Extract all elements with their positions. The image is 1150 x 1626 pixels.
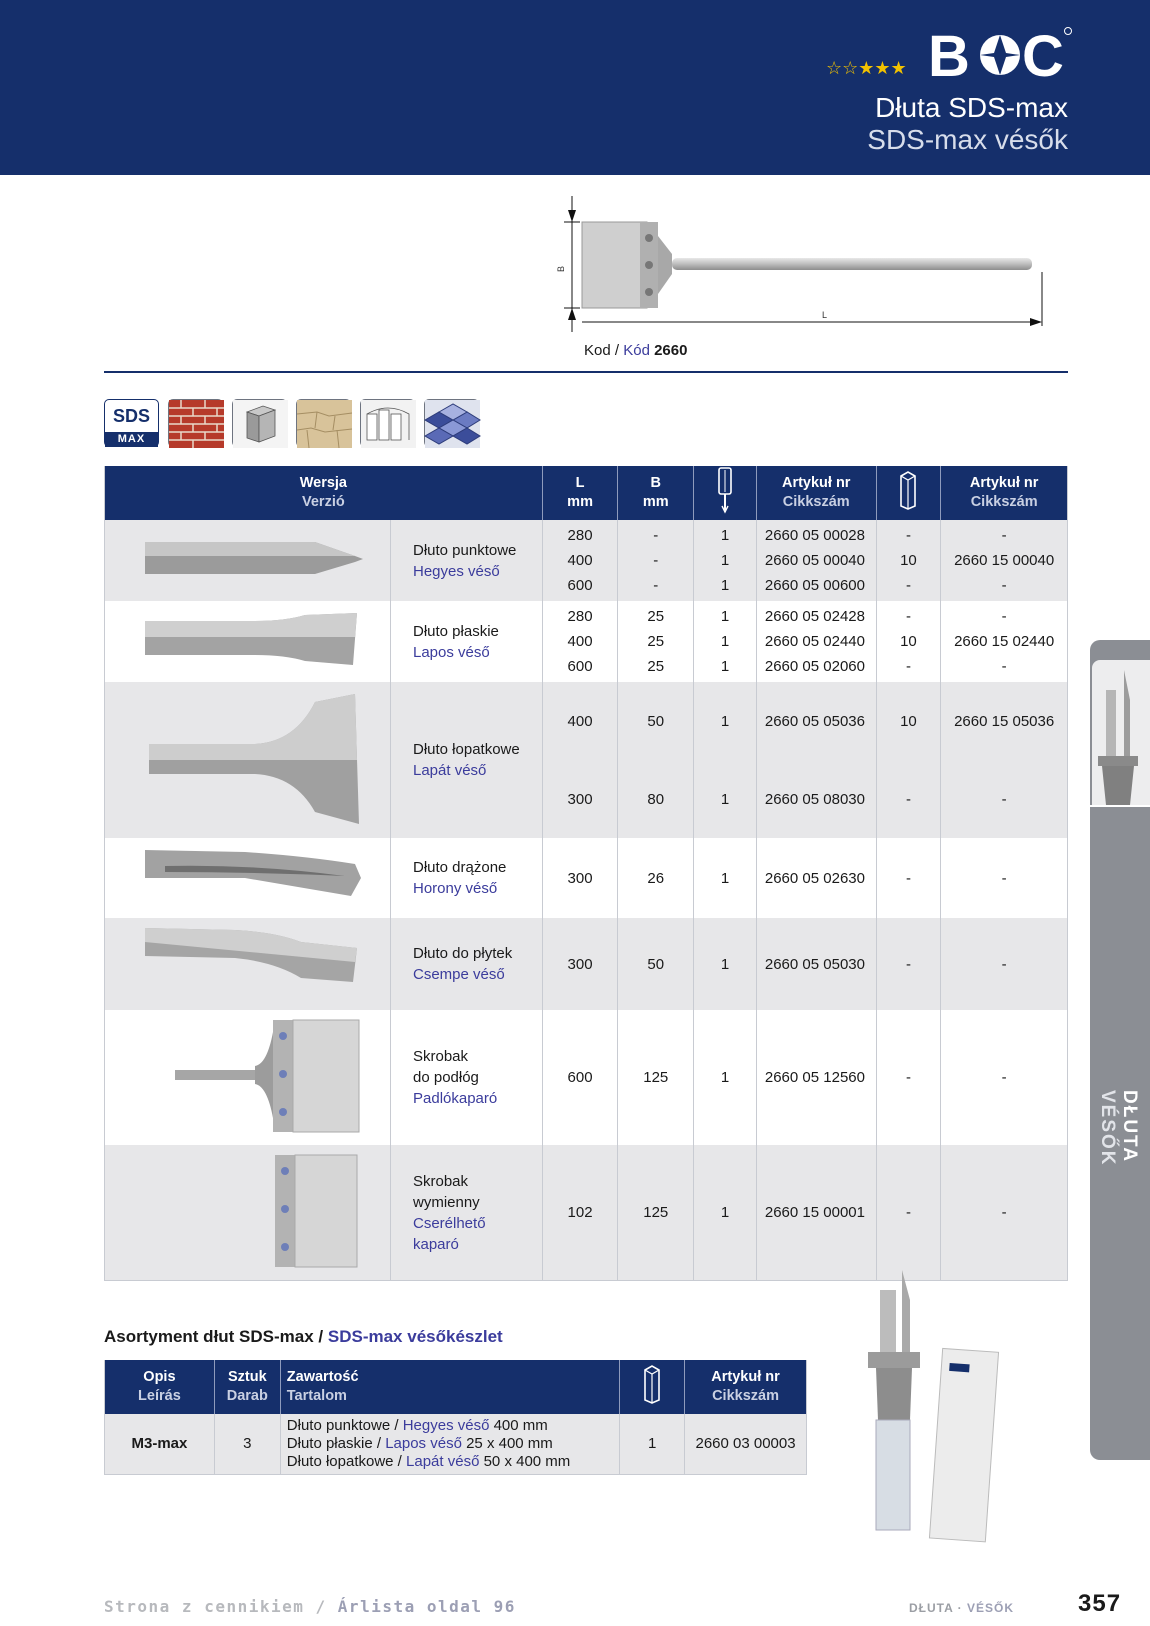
col-width: B mm [618, 466, 694, 520]
material-icons [104, 399, 479, 447]
set-qty: 3 [214, 1414, 280, 1474]
divider-line [104, 371, 1068, 373]
svg-text:C: C [1022, 24, 1064, 89]
width-cell: 50 [618, 918, 694, 1010]
point-chisel-image [105, 520, 391, 601]
brick-icon [168, 399, 223, 447]
col-article: Artykuł nr Cikkszám [685, 1360, 807, 1414]
gouge-chisel-image [105, 838, 391, 918]
qty-cell: 1 [694, 838, 757, 918]
length-cell: 600 [542, 1010, 618, 1145]
table-row [105, 918, 1068, 1010]
qty-cell: 1 1 1 [694, 520, 757, 601]
article-pack-cell: - 2660 15 02440 - [941, 601, 1068, 682]
footer-pricelist-ref: Strona z cennikiem / Árlista oldal 96 [104, 1597, 516, 1616]
title-hu: SDS-max vésők [867, 124, 1068, 155]
col-article: Artykuł nr Cikkszám [756, 466, 876, 520]
tile-chisel-image [105, 918, 391, 1010]
article-pack-cell: - [941, 918, 1068, 1010]
article-cell: 2660 05 08030 [756, 760, 876, 838]
chisel-set-photo [862, 1270, 1002, 1550]
article-pack-cell: - [941, 1010, 1068, 1145]
article-cell: 2660 15 00001 [756, 1145, 876, 1281]
pack-cell: - [876, 918, 941, 1010]
width-cell: 50 [618, 682, 694, 760]
dim-b-label: B [556, 265, 566, 272]
table-row [105, 601, 1068, 682]
pack-cell: 10 [876, 682, 941, 760]
col-length: L mm [542, 466, 618, 520]
set-pack: 1 [620, 1414, 685, 1474]
pack-cell: - [876, 1145, 941, 1281]
length-cell: 280 400 600 [542, 520, 618, 601]
col-content: Zawartość Tartalom [280, 1360, 619, 1414]
col-pack [620, 1360, 685, 1414]
article-pack-cell: - [941, 760, 1068, 838]
table-row [105, 520, 1068, 601]
pack-cell: - [876, 760, 941, 838]
tile-chisel-name: Dłuto do płytek Csempe véső [391, 918, 543, 1010]
article-pack-cell: - [941, 838, 1068, 918]
scraper-technical-drawing [556, 196, 1080, 346]
spade-chisel-image [105, 682, 391, 838]
assortment-title: Asortyment dłut SDS-max / SDS-max vésőkészlet [104, 1327, 503, 1346]
replaceable-scraper-name: Skrobak wymienny Cserélhető kaparó [391, 1145, 543, 1281]
qty-cell: 1 [694, 682, 757, 760]
article-pack-cell: - 2660 15 00040 - [941, 520, 1068, 601]
article-cell: 2660 05 05030 [756, 918, 876, 1010]
floor-scraper-name: Skrobak do podłóg Padlókaparó [391, 1010, 543, 1145]
qty-cell: 1 [694, 760, 757, 838]
article-cell: 2660 05 12560 [756, 1010, 876, 1145]
length-cell: 400 [542, 682, 618, 760]
tile-icon [424, 399, 479, 447]
col-single-pack [694, 466, 757, 520]
stone-icon [296, 399, 351, 447]
length-cell: 300 [542, 918, 618, 1010]
pack-cell: - [876, 1010, 941, 1145]
article-cell: 2660 05 02630 [756, 838, 876, 918]
width-cell: 125 [618, 1145, 694, 1281]
single-chisel-icon [714, 466, 736, 514]
footer-section: DŁUTA · VÉSŐK [908, 1601, 1014, 1615]
chisel-table [104, 466, 1068, 1281]
article-cell: 2660 05 00028 2660 05 00040 2660 05 00600 [756, 520, 876, 601]
spade-chisel-name: Dłuto łopatkowe Lapát véső [391, 682, 543, 838]
qty-cell: 1 [694, 1145, 757, 1281]
pack-box-icon [641, 1364, 663, 1404]
pack-cell: - 10 - [876, 520, 941, 601]
pack-cell: - [876, 838, 941, 918]
article-cell: 2660 05 05036 [756, 682, 876, 760]
table-header-row [105, 1360, 807, 1414]
product-code: Kod / Kód 2660 [584, 342, 688, 359]
boc-logo [928, 24, 1073, 89]
qty-cell: 1 1 1 [694, 601, 757, 682]
col-description: Opis Leírás [105, 1360, 215, 1414]
qty-cell: 1 [694, 1010, 757, 1145]
length-cell: 102 [542, 1145, 618, 1281]
width-cell: 26 [618, 838, 694, 918]
assortment-table [104, 1360, 807, 1475]
floor-scraper-image [105, 1010, 391, 1145]
width-cell: - - - [618, 520, 694, 601]
col-article-pack: Artykuł nr Cikkszám [941, 466, 1068, 520]
dim-l-label: L [822, 310, 828, 320]
length-cell: 300 [542, 838, 618, 918]
page-number: 357 [1078, 1590, 1122, 1617]
width-cell: 125 [618, 1010, 694, 1145]
page-header [0, 0, 1150, 175]
table-row [105, 1414, 807, 1474]
table-row [105, 838, 1068, 918]
width-cell: 80 [618, 760, 694, 838]
table-row [105, 682, 1068, 760]
side-tab-chisel-image [1092, 660, 1150, 805]
replaceable-scraper-image [105, 1145, 391, 1281]
rating-stars: ☆☆★★★ [826, 58, 907, 78]
gouge-chisel-name: Dłuto drążone Horony véső [391, 838, 543, 918]
flat-chisel-image [105, 601, 391, 682]
col-pack [876, 466, 941, 520]
product-code-value: 2660 [654, 342, 688, 359]
table-row [105, 1145, 1068, 1281]
article-cell: 2660 05 02428 2660 05 02440 2660 05 02060 [756, 601, 876, 682]
col-version: Wersja Verzió [105, 466, 543, 520]
col-pieces: Sztuk Darab [214, 1360, 280, 1414]
flat-chisel-name: Dłuto płaskie Lapos véső [391, 601, 543, 682]
table-header-row [105, 466, 1068, 520]
side-tab-divider [1090, 805, 1150, 807]
qty-cell: 1 [694, 918, 757, 1010]
set-content: Dłuto punktowe / Hegyes véső 400 mm Dłuto płaskie / Lapos véső 25 x 400 mm Dłuto łopatkowe / Lapát véső 50 x 400 mm [280, 1414, 619, 1474]
length-cell: 280 400 600 [542, 601, 618, 682]
concrete-icon [232, 399, 287, 447]
plaster-icon [360, 399, 415, 447]
width-cell: 25 25 25 [618, 601, 694, 682]
set-name: M3-max [105, 1414, 215, 1474]
sds-max-icon: SDS MAX [104, 399, 159, 447]
pack-cell: - 10 - [876, 601, 941, 682]
point-chisel-name: Dłuto punktowe Hegyes véső [391, 520, 543, 601]
pack-box-icon [897, 470, 919, 510]
article-pack-cell: - [941, 1145, 1068, 1281]
side-tab-label: DŁUTA VÉSŐK [1097, 1090, 1140, 1167]
title-pl: Dłuta SDS-max [875, 92, 1068, 123]
svg-text:B: B [928, 24, 970, 89]
table-row [105, 1010, 1068, 1145]
length-cell: 300 [542, 760, 618, 838]
article-pack-cell: 2660 15 05036 [941, 682, 1068, 760]
set-article: 2660 03 00003 [685, 1414, 807, 1474]
